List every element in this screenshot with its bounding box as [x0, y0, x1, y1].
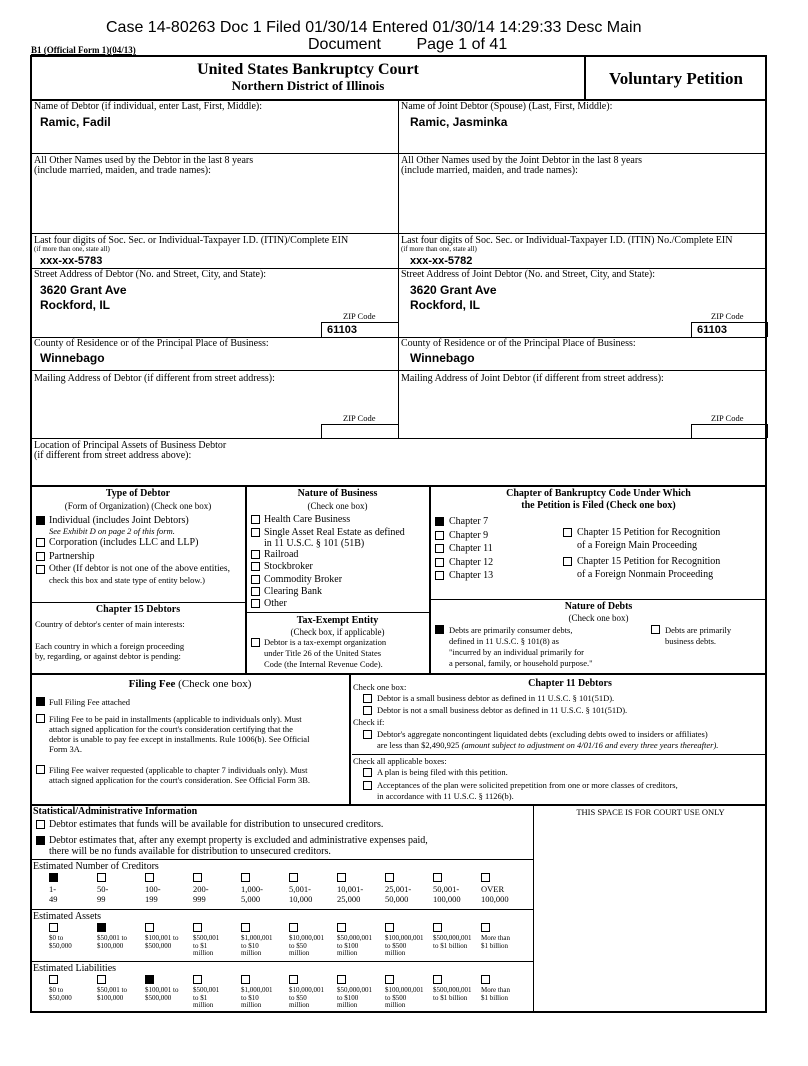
creditors-range-checkbox[interactable]	[49, 873, 58, 882]
debtor-other-names-label: All Other Names used by the Debtor in the last 8 years	[34, 155, 254, 166]
creditors-range-checkbox[interactable]	[481, 873, 490, 882]
not-small-business-checkbox[interactable]	[363, 706, 372, 715]
chapter-title1: Chapter of Bankruptcy Code Under Which	[506, 488, 691, 499]
ch11-agg1: Debtor's aggregate noncontingent liquidated debts (excluding debts owed to insiders or affiliates)	[377, 729, 708, 739]
chapter-12-checkbox[interactable]	[435, 558, 444, 567]
chapter-9-checkbox[interactable]	[435, 531, 444, 540]
chapter11-title: Chapter 11 Debtors	[528, 678, 612, 689]
liabilities-range-checkbox[interactable]	[481, 975, 490, 984]
petition-type: Voluntary Petition	[609, 69, 743, 88]
commodity-broker-checkbox[interactable]	[251, 575, 260, 584]
liabilities-range-label: $500,000,001	[433, 986, 472, 994]
business-item: Other	[264, 598, 287, 609]
assets-range-label: $10,000,001	[289, 934, 324, 942]
debtor-name-label: Name of Debtor (if individual, enter Last, First, Middle):	[34, 101, 263, 112]
creditors-range-label: OVER	[481, 884, 505, 894]
joint-zip-label: ZIP Code	[711, 311, 744, 321]
debtor-ssn-note: (if more than one, state all)	[34, 245, 110, 253]
single-asset-checkbox[interactable]	[251, 528, 260, 537]
ch15-foreign-label2: by, regarding, or against debtor is pending:	[35, 651, 181, 661]
ch15-non-label2: of a Foreign Nonmain Proceeding	[577, 569, 714, 580]
court-district: Northern District of Illinois	[231, 78, 385, 93]
business-item: Clearing Bank	[264, 586, 323, 597]
creditors-range-label: 25,000	[337, 894, 361, 904]
chapter-13-checkbox[interactable]	[435, 571, 444, 580]
creditors-range-label: 100,000	[433, 894, 461, 904]
clearing-bank-checkbox[interactable]	[251, 587, 260, 596]
ch11-agg2-line	[377, 741, 718, 750]
liabilities-range-checkbox[interactable]	[241, 975, 250, 984]
liabilities-range-checkbox[interactable]	[193, 975, 202, 984]
liabilities-range-label: million	[241, 1001, 262, 1009]
joint-street2: Rockford, IL	[410, 298, 481, 312]
no-funds-l2: there will be no funds available for distribution to unsecured creditors.	[49, 846, 331, 857]
assets-range-label: $500,001	[193, 934, 220, 942]
partnership-checkbox[interactable]	[36, 552, 45, 561]
liabilities-range-label: More than	[481, 986, 510, 994]
assets-range-label: million	[337, 949, 358, 957]
joint-name-label: Name of Joint Debtor (Spouse) (Last, First, Middle):	[401, 101, 613, 112]
ch15-country-label: Country of debtor's center of main interests:	[35, 619, 185, 629]
nature-of-business-title: Nature of Business	[297, 488, 378, 499]
assets-range-label: to $1	[193, 941, 208, 950]
consumer-l2: defined in 11 U.S.C. § 101(8) as	[449, 636, 559, 646]
railroad-checkbox[interactable]	[251, 550, 260, 559]
consumer-debts-checkbox[interactable]	[435, 625, 444, 634]
liabilities-range-label: $50,000,001	[337, 986, 372, 994]
liabilities-range-checkbox[interactable]	[97, 975, 106, 984]
liabilities-range-checkbox[interactable]	[145, 975, 154, 984]
creditors-range-checkbox[interactable]	[193, 873, 202, 882]
chapter-item: Chapter 13	[449, 570, 494, 581]
debtor-county: Winnebago	[40, 351, 105, 365]
assets-range-label: $50,000,001	[337, 934, 372, 942]
debtor-name: Ramic, Fadil	[40, 115, 111, 129]
corporation-label: Corporation (includes LLC and LLP)	[49, 537, 199, 548]
chapter-title2-wrap	[431, 500, 766, 511]
ch11-not-small: Debtor is not a small business debtor as defined in 11 U.S.C. § 101(51D).	[377, 705, 628, 715]
liabilities-range-label: $1,000,001	[241, 986, 273, 994]
debtor-ssn-label: Last four digits of Soc. Sec. or Individual-Taxpayer I.D. (ITIN)/Complete EIN	[34, 235, 349, 246]
creditors-range-checkbox[interactable]	[337, 873, 346, 882]
debtor-other-names-label2: (include married, maiden, and trade names):	[34, 165, 211, 176]
assets-label: Estimated Assets	[33, 911, 102, 922]
joint-zip: 61103	[697, 324, 727, 336]
creditors-range-checkbox[interactable]	[433, 873, 442, 882]
assets-range-label: to $10	[241, 941, 259, 950]
chapter-item: Chapter 11	[449, 543, 493, 554]
nature-of-business-subtitle: (Check one box)	[307, 501, 368, 511]
business-item: in 11 U.S.C. § 101 (51B)	[264, 538, 365, 549]
assets-range-label: to $1 billion	[433, 941, 468, 950]
assets-range-checkbox[interactable]	[289, 923, 298, 932]
chapter-15-main-checkbox[interactable]	[563, 528, 572, 537]
ch15-foreign-label1: Each country in which a foreign proceeding	[35, 641, 185, 651]
assets-range-label: $0 to	[49, 934, 64, 942]
health-care-checkbox[interactable]	[251, 515, 260, 524]
other-entity-label: Other (If debtor is not one of the above entities,	[49, 564, 230, 574]
chapter-item: Chapter 7	[449, 516, 489, 527]
debtor-street-label: Street Address of Debtor (No. and Street, City, and State):	[34, 269, 267, 280]
tax-exempt-l1: Debtor is a tax-exempt organization	[264, 637, 387, 647]
joint-street-label: Street Address of Joint Debtor (No. and Street, City, and State):	[401, 269, 656, 280]
chapter15-debtors-title: Chapter 15 Debtors	[95, 604, 181, 615]
type-of-debtor-title: Type of Debtor	[105, 488, 171, 499]
assets-range-checkbox[interactable]	[337, 923, 346, 932]
liabilities-range-label: to $10	[241, 993, 259, 1002]
creditors-range-label: 50-	[97, 884, 109, 894]
liabilities-range-label: $500,001	[193, 986, 220, 994]
debtor-ssn: xxx-xx-5783	[40, 255, 103, 267]
liabilities-range-checkbox[interactable]	[49, 975, 58, 984]
funds-available-label: Debtor estimates that funds will be available for distribution to unsecured creditors.	[49, 819, 384, 830]
assets-range-checkbox[interactable]	[433, 923, 442, 932]
assets-range-label: $100,001 to	[145, 934, 179, 942]
liabilities-range-label: $1 billion	[481, 993, 509, 1002]
form-id: B1 (Official Form 1)(04/13)	[31, 45, 136, 55]
assets-range-checkbox[interactable]	[385, 923, 394, 932]
assets-range-label: $500,000	[145, 941, 172, 950]
liabilities-label: Estimated Liabilities	[33, 963, 117, 974]
installments-checkbox[interactable]	[36, 714, 45, 723]
tax-exempt-title: Tax-Exempt Entity	[296, 615, 379, 626]
creditors-range-checkbox[interactable]	[145, 873, 154, 882]
ch11-agg2-ital: (amount subject to adjustment on 4/01/16 and every three years thereafter).	[461, 740, 719, 750]
debtor-street1: 3620 Grant Ave	[40, 283, 127, 297]
liabilities-range-label: to $500	[385, 993, 407, 1002]
creditors-range-checkbox[interactable]	[241, 873, 250, 882]
assets-range-label: to $50	[289, 941, 307, 950]
installments-l4: Form 3A.	[49, 744, 83, 754]
liabilities-range-label: to $1	[193, 993, 208, 1002]
assets-range-label: $50,001 to	[97, 934, 127, 942]
debtor-zip-label: ZIP Code	[343, 311, 376, 321]
creditors-range-label: 99	[97, 894, 106, 904]
creditors-range-label: 199	[145, 894, 158, 904]
assets-range-label: $500,000,001	[433, 934, 472, 942]
aggregate-debts-checkbox[interactable]	[363, 730, 372, 739]
business-debts-l2: business debts.	[665, 636, 716, 646]
debtor-county-label: County of Residence or of the Principal Place of Business:	[34, 338, 269, 349]
ch11-plan: A plan is being filed with this petition.	[377, 767, 508, 777]
ch11-check-if: Check if:	[353, 717, 385, 727]
liabilities-range-label: $500,000	[145, 993, 172, 1002]
assets-range-label: to $100	[337, 941, 359, 950]
business-debts-l1: Debts are primarily	[665, 625, 732, 635]
assets-range-checkbox[interactable]	[49, 923, 58, 932]
nature-of-debts-title: Nature of Debts	[564, 601, 633, 612]
waiver-l1: Filing Fee waiver requested (applicable to chapter 7 individuals only). Must	[49, 765, 308, 775]
liabilities-range-label: $100,000,001	[385, 986, 424, 994]
ch11-accept2: in accordance with 11 U.S.C. § 1126(b).	[377, 791, 514, 801]
creditors-range-label: 5,000	[241, 894, 261, 904]
joint-mailing-zip-label: ZIP Code	[711, 413, 744, 423]
funds-available-checkbox[interactable]	[36, 820, 45, 829]
debtor-zip: 61103	[327, 324, 357, 336]
fee-waiver-checkbox[interactable]	[36, 765, 45, 774]
consumer-l3: "incurred by an individual primarily for	[449, 647, 584, 657]
creditors-range-label: 999	[193, 894, 206, 904]
assets-range-checkbox[interactable]	[97, 923, 106, 932]
assets-range-label: million	[385, 949, 406, 957]
filing-fee-header	[32, 678, 348, 690]
creditors-range-label: 1,000-	[241, 884, 263, 894]
court-use-only: THIS SPACE IS FOR COURT USE ONLY	[576, 807, 725, 817]
business-debts-checkbox[interactable]	[651, 625, 660, 634]
ch15-main-label2: of a Foreign Main Proceeding	[577, 540, 697, 551]
waiver-l2: attach signed application for the court's consideration. See Official Form 3B.	[49, 775, 311, 785]
business-item: Commodity Broker	[264, 574, 343, 585]
liabilities-range-checkbox[interactable]	[433, 975, 442, 984]
corporation-checkbox[interactable]	[36, 538, 45, 547]
liabilities-range-label: million	[337, 1001, 358, 1009]
joint-other-names-label2: (include married, maiden, and trade names):	[401, 165, 578, 176]
chapter-item: Chapter 12	[449, 557, 494, 568]
debtor-street2: Rockford, IL	[40, 298, 111, 312]
joint-ssn: xxx-xx-5782	[410, 255, 473, 267]
creditors-label: Estimated Number of Creditors	[33, 861, 159, 872]
business-item: Health Care Business	[264, 514, 351, 525]
joint-county-label: County of Residence or of the Principal Place of Business:	[401, 338, 636, 349]
consumer-l4: a personal, family, or household purpose."	[449, 658, 593, 668]
installments-l3: debtor is unable to pay fee except in installments. Rule 1006(b). See Official	[49, 734, 310, 744]
liabilities-range-label: million	[385, 1001, 406, 1009]
liabilities-range-label: $50,000	[49, 993, 72, 1002]
installments-l1: Filing Fee to be paid in installments (applicable to individuals only). Must	[49, 714, 302, 724]
liabilities-range-label: $100,000	[97, 993, 124, 1002]
filing-fee-title: Filing Fee	[128, 678, 176, 690]
creditors-range-label: 50,001-	[433, 884, 460, 894]
filing-fee-suffix: (Check one box)	[178, 678, 252, 690]
assets-range-label: $1 billion	[481, 941, 509, 950]
full-fee-label: Full Filing Fee attached	[49, 697, 130, 707]
liabilities-range-label: to $100	[337, 993, 359, 1002]
assets-range-label: More than	[481, 934, 510, 942]
assets-range-checkbox[interactable]	[241, 923, 250, 932]
tax-exempt-l3: Code (the Internal Revenue Code).	[264, 659, 383, 669]
debtor-mailing-label: Mailing Address of Debtor (if different from street address):	[34, 373, 275, 384]
small-business-checkbox[interactable]	[363, 694, 372, 703]
assets-range-label: million	[241, 949, 262, 957]
installments-l2: attach signed application for the court's consideration certifying that the	[49, 724, 293, 734]
ch11-small: Debtor is a small business debtor as defined in 11 U.S.C. § 101(51D).	[377, 693, 615, 703]
consumer-l1: Debts are primarily consumer debts,	[449, 625, 573, 635]
stockbroker-checkbox[interactable]	[251, 562, 260, 571]
creditors-range-label: 200-	[193, 884, 209, 894]
location-label1: Location of Principal Assets of Business Debtor	[34, 440, 227, 451]
assets-range-checkbox[interactable]	[193, 923, 202, 932]
joint-county: Winnebago	[410, 351, 475, 365]
no-funds-l1: Debtor estimates that, after any exempt property is excluded and administrative expenses paid,	[49, 835, 428, 846]
joint-mailing-label: Mailing Address of Joint Debtor (if different from street address):	[401, 373, 664, 384]
liabilities-range-label: $0 to	[49, 986, 64, 994]
ch11-check-all: Check all applicable boxes:	[353, 756, 447, 766]
assets-range-label: $100,000,001	[385, 934, 424, 942]
partnership-label: Partnership	[49, 551, 95, 562]
assets-range-label: $50,000	[49, 941, 72, 950]
court-title: United States Bankruptcy Court	[197, 61, 419, 78]
tax-exempt-subtitle: (Check box, if applicable)	[290, 627, 385, 637]
tax-exempt-checkbox[interactable]	[251, 638, 260, 647]
joint-ssn-label: Last four digits of Soc. Sec. or Individual-Taxpayer I.D. (ITIN) No./Complete EIN	[401, 235, 733, 246]
creditors-range-checkbox[interactable]	[385, 873, 394, 882]
case-header-line1: Case 14-80263 Doc 1 Filed 01/30/14 Entered 01/30/14 14:29:33 Desc Main	[106, 19, 642, 36]
other-entity-checkbox[interactable]	[36, 565, 45, 574]
joint-name: Ramic, Jasminka	[410, 115, 508, 129]
nature-of-debts-subtitle: (Check one box)	[568, 613, 629, 623]
liabilities-range-label: $10,000,001	[289, 986, 324, 994]
ch11-agg2: are less than $2,490,925	[377, 740, 460, 750]
location-label2: (if different from street address above):	[34, 450, 192, 461]
creditors-range-label: 10,001-	[337, 884, 364, 894]
full-fee-checkbox[interactable]	[36, 697, 45, 706]
business-item: Railroad	[264, 549, 299, 560]
individual-note: See Exhibit D on page 2 of this form.	[49, 526, 175, 536]
liabilities-range-checkbox[interactable]	[385, 975, 394, 984]
assets-range-label: million	[193, 949, 214, 957]
liabilities-range-label: million	[289, 1001, 310, 1009]
debtor-mailing-zip-label: ZIP Code	[343, 413, 376, 423]
case-header-line2: Document Page 1 of 41	[308, 36, 508, 53]
assets-range-label: $100,000	[97, 941, 124, 950]
assets-range-label: million	[289, 949, 310, 957]
creditors-range-label: 1-	[49, 884, 57, 894]
acceptances-checkbox[interactable]	[363, 781, 372, 790]
chapter-item: Chapter 9	[449, 530, 489, 541]
liabilities-range-label: million	[193, 1001, 214, 1009]
chapter-15-nonmain-checkbox[interactable]	[563, 557, 572, 566]
liabilities-range-label: $50,001 to	[97, 986, 127, 994]
individual-label: Individual (includes Joint Debtors)	[49, 515, 189, 526]
business-item: Stockbroker	[264, 561, 313, 572]
tax-exempt-l2: under Title 26 of the United States	[264, 648, 382, 658]
creditors-range-label: 25,001-	[385, 884, 412, 894]
no-funds-checkbox[interactable]	[36, 836, 45, 845]
ch11-check-one: Check one box:	[353, 682, 407, 692]
assets-range-label: $1,000,001	[241, 934, 273, 942]
type-of-debtor-subtitle: (Form of Organization) (Check one box)	[64, 501, 212, 511]
other-business-checkbox[interactable]	[251, 599, 260, 608]
creditors-range-label: 50,000	[385, 894, 409, 904]
creditors-range-label: 100-	[145, 884, 161, 894]
individual-checkbox[interactable]	[36, 516, 45, 525]
ch15-non-label1: Chapter 15 Petition for Recognition	[577, 556, 721, 567]
creditors-range-label: 100,000	[481, 894, 509, 904]
chapter-title2: the Petition is Filed (Check one box)	[521, 500, 676, 511]
creditors-range-label: 5,001-	[289, 884, 311, 894]
liabilities-range-label: $100,001 to	[145, 986, 179, 994]
ch11-accept1: Acceptances of the plan were solicited prepetition from one or more classes of creditors,	[377, 780, 678, 790]
creditors-range-label: 10,000	[289, 894, 313, 904]
chapter-11-checkbox[interactable]	[435, 544, 444, 553]
plan-filed-checkbox[interactable]	[363, 768, 372, 777]
other-entity-label2: check this box and state type of entity below.)	[49, 575, 205, 585]
assets-range-checkbox[interactable]	[145, 923, 154, 932]
creditors-range-checkbox[interactable]	[97, 873, 106, 882]
joint-other-names-label: All Other Names used by the Joint Debtor in the last 8 years	[401, 155, 643, 166]
assets-range-checkbox[interactable]	[481, 923, 490, 932]
business-item: Single Asset Real Estate as defined	[264, 527, 405, 538]
joint-street1: 3620 Grant Ave	[410, 283, 497, 297]
joint-ssn-note: (if more than one, state all)	[401, 245, 477, 253]
statistical-title: Statistical/Administrative Information	[33, 806, 198, 817]
ch15-main-label1: Chapter 15 Petition for Recognition	[577, 527, 721, 538]
creditors-range-checkbox[interactable]	[289, 873, 298, 882]
liabilities-range-checkbox[interactable]	[337, 975, 346, 984]
liabilities-range-checkbox[interactable]	[289, 975, 298, 984]
liabilities-range-label: to $50	[289, 993, 307, 1002]
creditors-range-label: 49	[49, 894, 58, 904]
liabilities-range-label: to $1 billion	[433, 993, 468, 1002]
chapter-7-checkbox[interactable]	[435, 517, 444, 526]
assets-range-label: to $500	[385, 941, 407, 950]
